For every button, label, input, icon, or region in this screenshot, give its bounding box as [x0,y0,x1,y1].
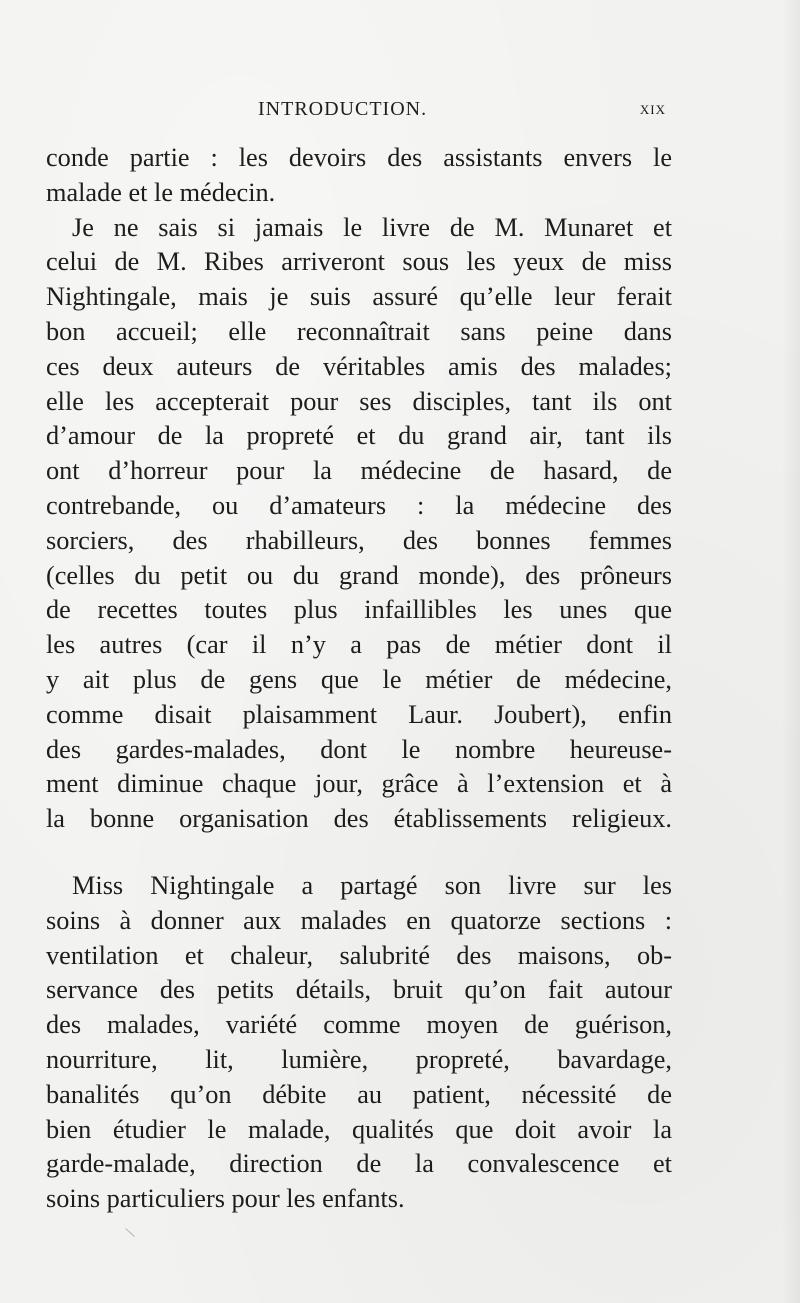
body-text [46,141,672,1217]
text-line: des malades, variété comme moyen de guérison, [46,1010,672,1040]
ink-mark [125,1228,135,1237]
text-line: garde-malade, direction de la convalescence et [46,1149,672,1179]
text-line: celui de M. Ribes arriveront sous les yeux de miss [46,247,672,277]
text-line: bien étudier le malade, qualités que doit avoir la [46,1114,672,1144]
text-line: d’amour de la propreté et du grand air, tant ils [46,421,672,451]
text-line: Je ne sais si jamais le livre de M. Munaret et [72,212,672,242]
text-line: banalités qu’on débite au patient, nécessité de [46,1079,672,1109]
paragraph [46,211,672,837]
paragraph-gap [46,837,672,869]
text-line: ventilation et chaleur, salubrité des maisons, ob- [46,940,672,970]
text-line: servance des petits détails, bruit qu’on fait autour [46,975,672,1005]
text-line: ment diminue chaque jour, grâce à l’extension et à [46,769,672,799]
page-number: xix [639,98,666,119]
text-line: nourriture, lit, lumière, propreté, bavardage, [46,1044,672,1074]
text-line: y ait plus de gens que le métier de médecine, [46,664,672,694]
text-line: Miss Nightingale a partagé son livre sur les [72,870,672,900]
text-line: elle les accepterait pour ses disciples, tant ils ont [46,386,672,416]
text-line: contrebande, ou d’amateurs : la médecine des [46,490,672,520]
text-line: des gardes-malades, dont le nombre heureuse- [46,734,672,764]
text-line: malade et le médecin. [46,177,276,207]
text-line: soins à donner aux malades en quatorze sections : [46,905,672,935]
page-edge-shadow [782,0,800,1303]
page-header [44,98,666,126]
text-line: conde partie : les devoirs des assistants envers le [46,143,672,172]
text-line: comme disait plaisamment Laur. Joubert), enfin [46,699,672,729]
running-head: INTRODUCTION. [258,98,428,120]
text-line: la bonne organisation des établissements religieux. [46,804,672,834]
text-line: bon accueil; elle reconnaîtrait sans peine dans [46,316,672,346]
text-line: de recettes toutes plus infaillibles les unes que [46,595,672,625]
paragraph [46,141,672,211]
text-line: Nightingale, mais je suis assuré qu’elle leur ferait [46,282,672,312]
text-line: les autres (car il n’y a pas de métier dont il [46,630,672,660]
text-line: ces deux auteurs de véritables amis des malades; [46,351,672,381]
text-line: soins particuliers pour les enfants. [46,1184,405,1214]
text-line: ont d’horreur pour la médecine de hasard, de [46,456,672,486]
text-line: sorciers, des rhabilleurs, des bonnes femmes [46,525,672,555]
paragraph [46,869,672,1217]
text-line: (celles du petit ou du grand monde), des prôneurs [46,560,672,590]
